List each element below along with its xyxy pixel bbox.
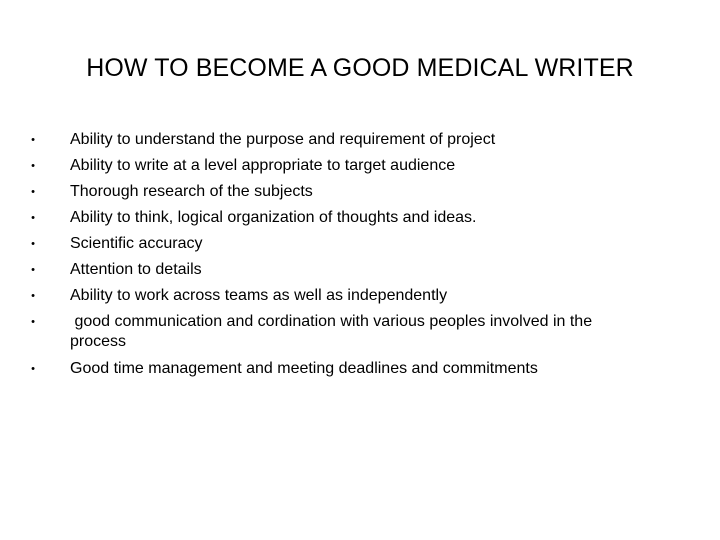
bullet-text: Good time management and meeting deadlines and commitments: [70, 360, 538, 377]
slide-title: HOW TO BECOME A GOOD MEDICAL WRITER: [86, 54, 634, 82]
bullet-icon: •: [31, 238, 35, 250]
bullet-icon: •: [31, 264, 35, 276]
bullet-text: Thorough research of the subjects: [70, 183, 313, 200]
bullet-icon: •: [31, 160, 35, 172]
bullet-icon: •: [31, 212, 35, 224]
bullet-icon: •: [31, 363, 35, 375]
bullet-icon: •: [31, 316, 35, 328]
bullet-text: Scientific accuracy: [70, 235, 203, 252]
bullet-icon: •: [31, 134, 35, 146]
bullet-text: good communication and cordination with various peoples involved in the process: [70, 313, 593, 350]
bullet-text: Ability to write at a level appropriate to target audience: [70, 157, 456, 174]
bullet-icon: •: [31, 290, 35, 302]
bullet-text: Ability to think, logical organization of thoughts and ideas.: [70, 209, 477, 226]
bullet-text: Ability to understand the purpose and requirement of project: [70, 131, 496, 148]
bullet-icon: •: [31, 186, 35, 198]
bullet-text: Attention to details: [70, 261, 202, 278]
bullet-text: Ability to work across teams as well as independently: [70, 287, 448, 304]
